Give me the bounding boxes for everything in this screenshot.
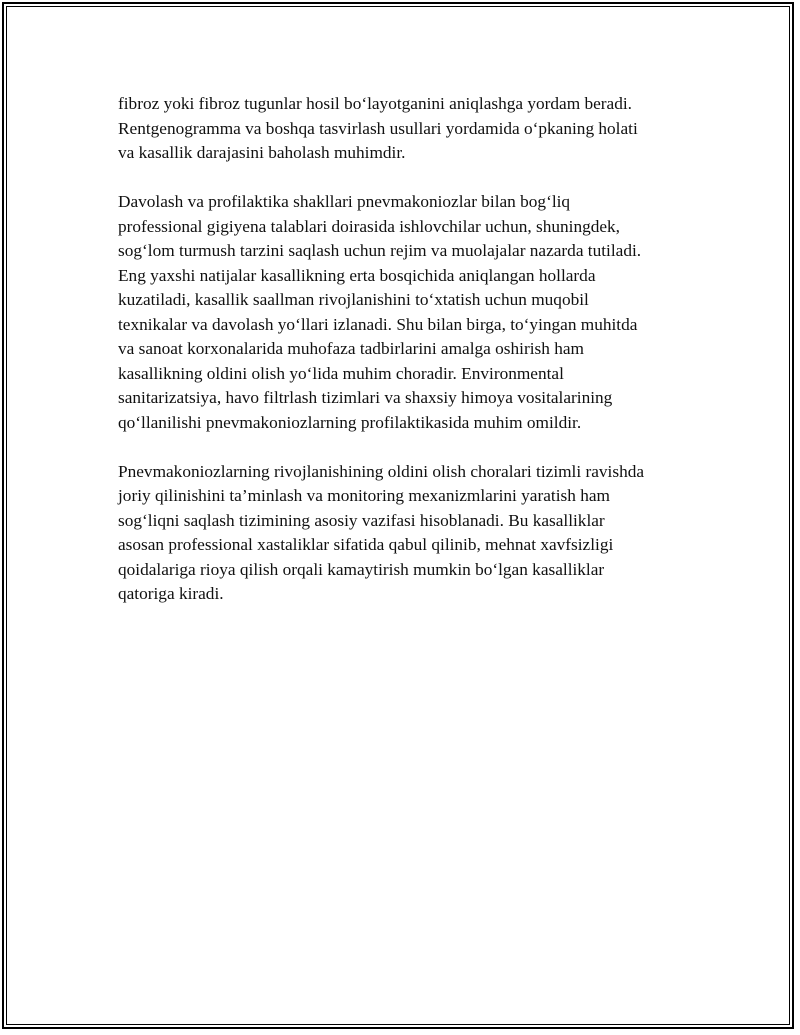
text-line: sog‘lom turmush tarzini saqlash uchun rejim va muolajalar nazarda tutiladi. (118, 241, 642, 260)
paragraph-3 (118, 460, 698, 607)
text-line: kuzatiladi, kasallik saallman rivojlanishini to‘xtatish uchun muqobil (118, 290, 589, 309)
text-line: va kasallik darajasini baholash muhimdir. (118, 143, 406, 162)
text-line: asosan professional xastaliklar sifatida qabul qilinib, mehnat xavfsizligi (118, 535, 614, 554)
text-line: joriy qilinishini ta’minlash va monitoring mexanizmlarini yaratish ham (118, 486, 610, 505)
text-line: qatoriga kiradi. (118, 584, 224, 603)
text-line: sog‘liqni saqlash tizimining asosiy vazifasi hisoblanadi. Bu kasalliklar (118, 510, 605, 530)
text-line: Davolash va profilaktika shakllari pnevmakoniozlar bilan bog‘liq (118, 192, 571, 211)
text-line: texnikalar va davolash yo‘llari izlanadi. Shu bilan birga, to‘yingan muhitda (118, 314, 638, 334)
text-line: Pnevmakoniozlarning rivojlanishining oldini olish choralari tizimli ravishda (118, 461, 645, 481)
text-line: qoidalariga rioya qilish orqali kamaytirish mumkin bo‘lgan kasalliklar (118, 559, 605, 579)
text-line: professional gigiyena talablari doirasida ishlovchilar uchun, shuningdek, (118, 216, 620, 236)
document-body (118, 92, 698, 631)
text-line: kasallikning oldini olish yo‘lida muhim choradir. Environmental (118, 363, 564, 383)
paragraph-1 (118, 92, 698, 166)
text-line: Eng yaxshi natijalar kasallikning erta bosqichida aniqlangan hollarda (118, 265, 596, 285)
text-line: Rentgenogramma va boshqa tasvirlash usullari yordamida o‘pkaning holati (118, 118, 638, 138)
text-line: sanitarizatsiya, havo filtrlash tizimlari va shaxsiy himoya vositalarining (118, 388, 613, 407)
text-line: fibroz yoki fibroz tugunlar hosil bo‘layotganini aniqlashga yordam beradi. (118, 94, 632, 113)
paragraph-2 (118, 190, 698, 435)
text-line: qo‘llanilishi pnevmakoniozlarning profilaktikasida muhim omildir. (118, 412, 582, 432)
text-line: va sanoat korxonalarida muhofaza tadbirlarini amalga oshirish ham (118, 339, 584, 358)
